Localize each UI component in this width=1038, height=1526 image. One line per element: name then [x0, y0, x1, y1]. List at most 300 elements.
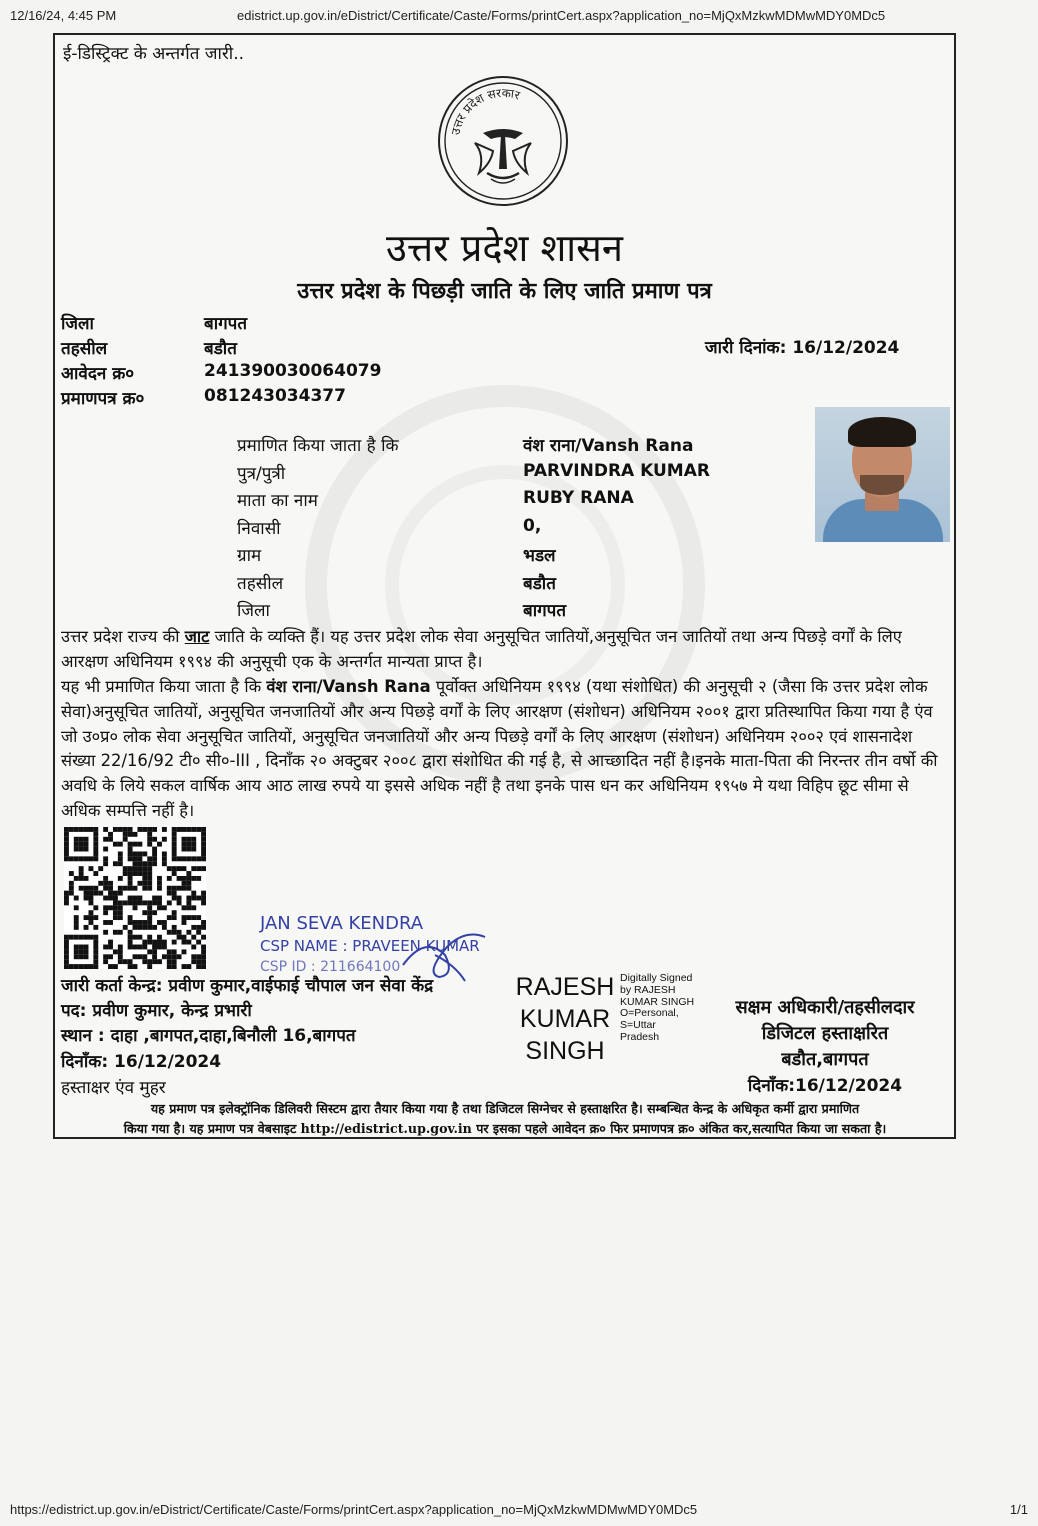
signer-name-line-2: KUMAR: [519, 1005, 611, 1033]
qr-module: [137, 856, 142, 861]
qr-module: [172, 871, 177, 876]
qr-module: [103, 959, 108, 964]
qr-module: [196, 925, 201, 930]
qr-module: [182, 881, 187, 886]
qr-module: [108, 954, 113, 959]
qr-module: [88, 896, 93, 901]
qr-module: [103, 886, 108, 891]
qr-module: [162, 905, 167, 910]
qr-module: [137, 842, 142, 847]
qr-module: [79, 886, 84, 891]
qr-module: [103, 896, 108, 901]
qr-module: [79, 847, 84, 852]
qr-module: [201, 900, 206, 905]
qr-module: [108, 905, 113, 910]
issued-under-text: ई-डिस्ट्रिक्ट के अन्तर्गत जारी..: [63, 44, 245, 64]
qr-module: [137, 861, 142, 866]
qr-module: [191, 827, 196, 832]
detail-value: बडौत: [523, 573, 556, 594]
signature-detail-line: Digitally Signed: [620, 972, 693, 984]
qr-module: [191, 837, 196, 842]
qr-module: [79, 876, 84, 881]
qr-module: [84, 847, 89, 852]
qr-module: [201, 891, 206, 896]
detail-label: पुत्र/पुत्री: [237, 463, 286, 484]
qr-module: [201, 866, 206, 871]
qr-module: [162, 920, 167, 925]
qr-module: [147, 915, 152, 920]
qr-module: [128, 920, 133, 925]
qr-module: [79, 964, 84, 969]
qr-module: [128, 866, 133, 871]
qr-module: [93, 949, 98, 954]
qr-module: [196, 959, 201, 964]
qr-module: [84, 949, 89, 954]
qr-module: [118, 905, 123, 910]
meta-value: बडौत: [204, 339, 237, 359]
qr-module: [79, 827, 84, 832]
qr-module: [118, 945, 123, 950]
qr-module: [84, 935, 89, 940]
qr-module: [142, 925, 147, 930]
qr-module: [88, 827, 93, 832]
qr-module: [84, 891, 89, 896]
qr-module: [84, 856, 89, 861]
qr-module: [103, 856, 108, 861]
qr-module: [79, 866, 84, 871]
qr-module: [88, 900, 93, 905]
qr-module: [113, 910, 118, 915]
qr-module: [191, 905, 196, 910]
creamy-statement-name: वंश राना/Vansh Rana: [266, 677, 431, 696]
qr-module: [177, 954, 182, 959]
qr-module: [137, 935, 142, 940]
qr-module: [162, 940, 167, 945]
signature-detail-line: KUMAR SINGH: [620, 995, 695, 1008]
qr-module: [93, 842, 98, 847]
qr-module: [172, 856, 177, 861]
qr-module: [103, 910, 108, 915]
qr-module: [157, 881, 162, 886]
qr-module: [177, 827, 182, 832]
signer-name-line-3: SINGH: [525, 1037, 605, 1065]
qr-module: [182, 847, 187, 852]
qr-module: [103, 954, 108, 959]
qr-module: [147, 856, 152, 861]
creamy-statement-post: पूर्वोक्त अधिनियम १९९४ (यथा संशोधित) की अनुसूची २ (जैसा कि उत्तर प्रदेश लोक सेवा)अनुसूचित जातियों, अनुसूचित जनजातियों और अन्य पिछड़े वर्गों के लिए आरक्षण (संशोधन) अधिनियम २००१ द्वारा प्रतिस्थापित किया गया है एंव जो उ०प्र० लोक सेवा अनुसूचित जातियों, अनुसूचित जनजातियों और अन्य पिछड़े वर्गों के लिए आरक्षण (संशोधन) अधिनियम २००२ एवं शासनादेश संख्या 22/16/92 टी० सी०-III , दिनाँक २० अक्टुबर २००८ द्वारा संशोधित की गई है, से आच्छादित नहीं है।इनके माता-पिता की निरन्तर तीन वर्षो की अवधि के लिये सकल वार्षिक आय आठ लाख रुपये या इससे अधिक नहीं है तथा इनके पास धन कर अधिनियम १९५७ मे यथा विहिप छूट सीमा से अधिक सम्पत्ति नहीं है।: [61, 677, 938, 820]
qr-module: [93, 851, 98, 856]
qr-module: [64, 856, 69, 861]
qr-module: [93, 905, 98, 910]
qr-module: [172, 959, 177, 964]
meta-label: आवेदन क्र०: [61, 364, 135, 384]
authority-title: सक्षम अधिकारी/तहसीलदार: [735, 997, 915, 1018]
qr-module: [88, 935, 93, 940]
qr-module: [191, 842, 196, 847]
qr-module: [93, 837, 98, 842]
qr-module: [74, 915, 79, 920]
qr-module: [201, 954, 206, 959]
qr-module: [64, 945, 69, 950]
qr-module: [103, 905, 108, 910]
qr-module: [147, 964, 152, 969]
meta-label: जिला: [61, 314, 94, 334]
qr-module: [186, 900, 191, 905]
qr-module: [182, 940, 187, 945]
detail-label: ग्राम: [237, 546, 262, 566]
issuer-post: पद: प्रवीण कुमार, केन्द्र प्रभारी: [61, 1001, 252, 1021]
qr-module: [93, 959, 98, 964]
qr-module: [157, 920, 162, 925]
qr-module: [172, 949, 177, 954]
qr-module: [64, 851, 69, 856]
qr-module: [147, 861, 152, 866]
qr-module: [103, 945, 108, 950]
qr-module: [137, 920, 142, 925]
qr-module: [123, 866, 128, 871]
qr-module: [84, 896, 89, 901]
qr-module: [74, 964, 79, 969]
qr-module: [196, 954, 201, 959]
qr-module: [142, 827, 147, 832]
qr-module: [108, 896, 113, 901]
qr-module: [182, 866, 187, 871]
qr-module: [103, 930, 108, 935]
qr-module: [118, 910, 123, 915]
qr-module: [123, 827, 128, 832]
qr-module: [147, 925, 152, 930]
qr-module: [74, 945, 79, 950]
qr-module: [157, 842, 162, 847]
qr-module: [118, 959, 123, 964]
qr-module: [128, 871, 133, 876]
qr-module: [128, 876, 133, 881]
qr-module: [157, 886, 162, 891]
qr-module: [182, 827, 187, 832]
applicant-photo: [815, 407, 950, 542]
qr-module: [79, 935, 84, 940]
qr-module: [118, 842, 123, 847]
qr-module: [196, 876, 201, 881]
qr-module: [196, 827, 201, 832]
qr-module: [196, 856, 201, 861]
qr-module: [172, 964, 177, 969]
qr-module: [133, 856, 138, 861]
signature-detail-line: Pradesh: [620, 1030, 660, 1043]
qr-module: [64, 954, 69, 959]
stamp-line-1: JAN SEVA KENDRA: [260, 913, 424, 934]
print-footer: [10, 1502, 1028, 1520]
qr-module: [69, 935, 74, 940]
qr-module: [84, 954, 89, 959]
qr-module: [64, 847, 69, 852]
qr-module: [84, 842, 89, 847]
qr-module: [186, 837, 191, 842]
stamp-line-3: CSP ID : 211664100: [260, 959, 401, 975]
qr-module: [133, 925, 138, 930]
issue-date: जारी दिनांक: 16/12/2024: [705, 338, 900, 358]
qr-module: [88, 856, 93, 861]
qr-module: [142, 900, 147, 905]
qr-module: [64, 896, 69, 901]
qr-module: [118, 886, 123, 891]
qr-module: [162, 861, 167, 866]
qr-module: [118, 949, 123, 954]
qr-module: [123, 886, 128, 891]
qr-module: [64, 900, 69, 905]
qr-module: [118, 900, 123, 905]
qr-module: [147, 900, 152, 905]
qr-module: [172, 891, 177, 896]
qr-module: [186, 847, 191, 852]
qr-module: [133, 851, 138, 856]
qr-module: [147, 940, 152, 945]
qr-module: [191, 925, 196, 930]
issuer-place: स्थान : दाहा ,बागपत,दाहा,बिनौली 16,बागपत: [61, 1026, 356, 1046]
qr-module: [147, 871, 152, 876]
creamy-statement-pre: यह भी प्रमाणित किया जाता है कि: [61, 677, 267, 696]
print-header: [10, 8, 1028, 26]
qr-module: [167, 949, 172, 954]
detail-value: PARVINDRA KUMAR: [523, 460, 710, 481]
qr-module: [201, 945, 206, 950]
qr-module: [172, 896, 177, 901]
qr-module: [93, 856, 98, 861]
qr-module: [157, 945, 162, 950]
qr-module: [191, 945, 196, 950]
print-timestamp: 12/16/24, 4:45 PM: [10, 8, 117, 23]
qr-module: [157, 940, 162, 945]
qr-module: [64, 940, 69, 945]
issuer-sign-label: हस्ताक्षर एंव मुहर: [61, 1078, 166, 1098]
qr-module: [201, 959, 206, 964]
qr-module: [93, 925, 98, 930]
qr-module: [137, 851, 142, 856]
qr-module: [133, 905, 138, 910]
qr-module: [103, 847, 108, 852]
qr-module: [152, 847, 157, 852]
qr-module: [191, 891, 196, 896]
qr-module: [142, 851, 147, 856]
qr-module: [84, 945, 89, 950]
qr-module: [74, 949, 79, 954]
qr-module: [162, 945, 167, 950]
qr-module: [182, 856, 187, 861]
qr-module: [74, 827, 79, 832]
detail-value: RUBY RANA: [523, 488, 634, 508]
qr-module: [196, 964, 201, 969]
qr-module: [64, 949, 69, 954]
qr-module: [93, 886, 98, 891]
qr-module: [113, 827, 118, 832]
qr-module: [133, 861, 138, 866]
qr-module: [162, 954, 167, 959]
qr-module: [157, 876, 162, 881]
qr-module: [162, 851, 167, 856]
qr-module: [177, 886, 182, 891]
qr-module: [152, 861, 157, 866]
qr-module: [162, 925, 167, 930]
qr-module: [128, 886, 133, 891]
qr-module: [64, 827, 69, 832]
qr-module: [113, 842, 118, 847]
qr-module: [123, 900, 128, 905]
verification-note-line-1: यह प्रमाण पत्र इलेक्ट्रॉनिक डिलिवरी सिस्टम द्वारा तैयार किया गया है तथा डिजिटल सिग्नेचर से हस्ताक्षरित है। सम्बन्धित केन्द्र के अधिकृत कर्मी द्वारा प्रमाणित: [150, 1101, 860, 1116]
qr-module: [74, 905, 79, 910]
meta-value: 241390030064079: [204, 361, 382, 381]
qr-module: [152, 959, 157, 964]
detail-value: वंश राना/Vansh Rana: [523, 436, 694, 456]
signature-detail-line: by RAJESH: [620, 983, 676, 996]
qr-module: [108, 945, 113, 950]
qr-module: [69, 881, 74, 886]
qr-module: [84, 925, 89, 930]
qr-module: [128, 851, 133, 856]
qr-module: [79, 837, 84, 842]
qr-module: [133, 842, 138, 847]
qr-module: [142, 861, 147, 866]
print-url: edistrict.up.gov.in/eDistrict/Certificate/Caste/Forms/printCert.aspx?application_no=MjQxMzkwMDMwMDY0MDc5: [237, 8, 886, 23]
qr-module: [108, 881, 113, 886]
caste-name: जाट: [184, 627, 210, 646]
qr-module: [137, 871, 142, 876]
qr-module: [108, 964, 113, 969]
qr-module: [167, 915, 172, 920]
detail-label: जिला: [237, 601, 270, 621]
qr-module: [93, 827, 98, 832]
qr-module: [93, 832, 98, 837]
qr-module: [172, 842, 177, 847]
qr-module: [113, 930, 118, 935]
qr-module: [152, 954, 157, 959]
qr-module: [108, 920, 113, 925]
qr-module: [74, 876, 79, 881]
qr-module: [79, 871, 84, 876]
meta-value: 081243034377: [204, 386, 346, 406]
qr-module: [133, 920, 138, 925]
qr-module: [133, 964, 138, 969]
qr-module: [137, 900, 142, 905]
creamy-layer-statement: [61, 675, 951, 824]
qr-module: [74, 856, 79, 861]
qr-module: [186, 915, 191, 920]
qr-module: [74, 954, 79, 959]
qr-module: [152, 896, 157, 901]
qr-module: [201, 832, 206, 837]
qr-module: [118, 915, 123, 920]
qr-module: [84, 827, 89, 832]
qr-module: [69, 871, 74, 876]
qr-module: [172, 925, 177, 930]
qr-module: [167, 930, 172, 935]
qr-module: [128, 940, 133, 945]
qr-module: [69, 827, 74, 832]
qr-module: [186, 827, 191, 832]
detail-label: निवासी: [237, 518, 281, 539]
qr-module: [74, 842, 79, 847]
qr-module: [79, 954, 84, 959]
qr-module: [88, 866, 93, 871]
qr-module: [186, 856, 191, 861]
signature-detail-line: S=Uttar: [620, 1019, 656, 1032]
qr-module: [113, 900, 118, 905]
qr-module: [191, 876, 196, 881]
qr-module: [147, 910, 152, 915]
qr-module: [79, 856, 84, 861]
qr-module: [186, 881, 191, 886]
verification-qr-code: [64, 827, 206, 969]
qr-module: [147, 886, 152, 891]
qr-module: [133, 954, 138, 959]
detail-value: बागपत: [523, 601, 567, 621]
qr-module: [162, 856, 167, 861]
qr-module: [93, 935, 98, 940]
signer-name-line-1: RAJESH: [515, 973, 615, 1001]
qr-module: [152, 940, 157, 945]
qr-module: [64, 959, 69, 964]
qr-module: [201, 935, 206, 940]
detail-label: तहसील: [237, 573, 284, 594]
qr-module: [167, 964, 172, 969]
qr-module: [133, 886, 138, 891]
qr-module: [74, 920, 79, 925]
qr-module: [172, 886, 177, 891]
qr-module: [93, 964, 98, 969]
page-number: 1/1: [1009, 1502, 1028, 1517]
qr-module: [84, 886, 89, 891]
qr-module: [88, 915, 93, 920]
qr-module: [118, 930, 123, 935]
qr-module: [152, 949, 157, 954]
authority-date: दिनाँक:16/12/2024: [747, 1076, 903, 1096]
detail-label: माता का नाम: [237, 491, 318, 511]
qr-module: [186, 886, 191, 891]
qr-module: [128, 896, 133, 901]
qr-module: [177, 935, 182, 940]
qr-module: [133, 900, 138, 905]
detail-value: 0,: [523, 515, 542, 536]
qr-module: [167, 900, 172, 905]
qr-module: [186, 964, 191, 969]
qr-module: [64, 964, 69, 969]
qr-module: [113, 896, 118, 901]
qr-module: [118, 856, 123, 861]
qr-module: [186, 896, 191, 901]
qr-module: [147, 832, 152, 837]
qr-module: [113, 891, 118, 896]
qr-module: [147, 959, 152, 964]
qr-module: [118, 876, 123, 881]
qr-module: [74, 896, 79, 901]
qr-module: [137, 954, 142, 959]
qr-module: [98, 881, 103, 886]
qr-module: [186, 871, 191, 876]
qr-module: [137, 945, 142, 950]
qr-module: [142, 866, 147, 871]
qr-module: [152, 837, 157, 842]
qr-module: [186, 930, 191, 935]
qr-module: [191, 866, 196, 871]
qr-module: [69, 964, 74, 969]
qr-module: [64, 891, 69, 896]
qr-module: [201, 847, 206, 852]
qr-module: [133, 866, 138, 871]
qr-module: [167, 886, 172, 891]
qr-module: [162, 827, 167, 832]
qr-module: [177, 856, 182, 861]
qr-module: [147, 866, 152, 871]
qr-module: [177, 896, 182, 901]
